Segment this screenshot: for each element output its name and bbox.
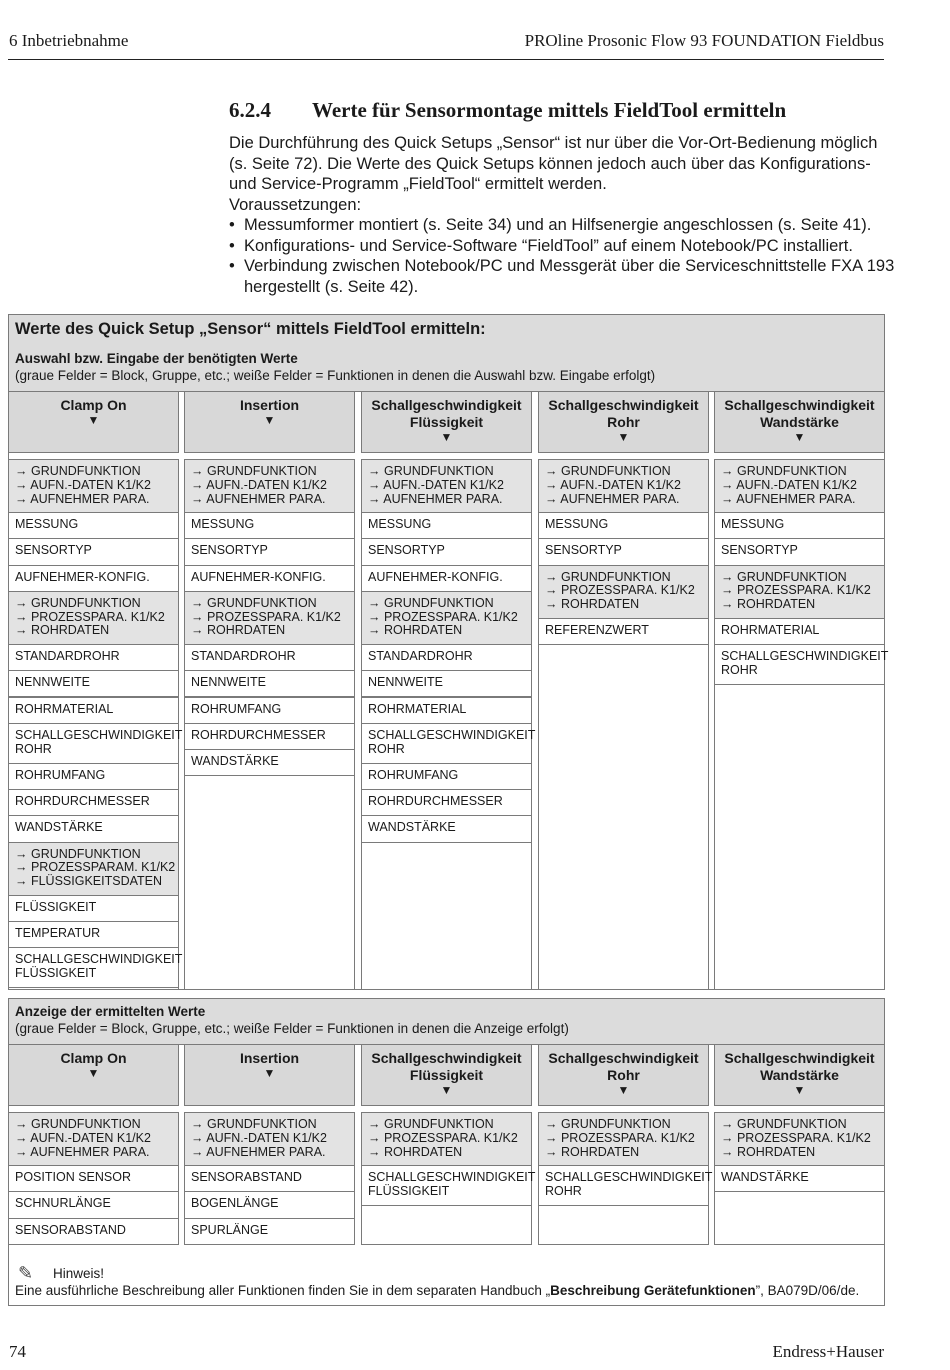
display-group-cell: → GRUNDFUNKTION → AUFN.-DATEN K1/K2 → AUFNEHMER PARA. [8,1112,179,1166]
display-function-cell: BOGENLÄNGE [184,1191,355,1218]
prerequisite-item: • Konfigurations- und Service-Software “FieldTool” auf einem Notebook/PC installiert. [229,236,899,257]
display-heading: Anzeige der ermittelten Werte [15,1004,206,1019]
input-function-cell: MESSUNG [8,512,179,539]
pencil-note-icon: ✎ [18,1263,34,1283]
prerequisite-item: • Verbindung zwischen Notebook/PC und Messgerät über die Serviceschnittstelle FXA 193 hergestellt (s. Seite 42). [229,256,899,297]
input-function-cell: WANDSTÄRKE [361,815,532,842]
display-note: (graue Felder = Block, Gruppe, etc.; weiße Felder = Funktionen in denen die Anzeige erfolgt) [15,1021,569,1036]
display-column-header [538,1044,709,1106]
arrow-down-icon: ▼ [263,1066,276,1080]
input-function-cell: SCHALLGESCHWINDIGKEIT ROHR [714,644,885,685]
display-column-label: Clamp On [60,1050,127,1066]
display-function-cell: SCHALLGESCHWINDIGKEIT ROHR [538,1165,709,1206]
chapter-header: 6 Inbetriebnahme [9,31,129,50]
arrow-down-icon: ▼ [87,413,100,427]
display-group-cell: → GRUNDFUNKTION → PROZESSPARA. K1/K2 → ROHRDATEN [714,1112,885,1166]
input-function-cell: SCHALLGESCHWINDIGKEIT ROHR [361,723,532,764]
input-function-cell: NENNWEITE [8,670,179,697]
input-column-header [184,391,355,453]
input-group-cell: → GRUNDFUNKTION → AUFN.-DATEN K1/K2 → AUFNEHMER PARA. [8,459,179,513]
prerequisites-list [229,215,899,297]
note-text [15,1283,859,1298]
input-function-cell: ROHRUMFANG [184,697,355,724]
input-function-cell: SENSORTYP [184,538,355,565]
intro-paragraph: Die Durchführung des Quick Setups „Sensor“ ist nur über die Vor-Ort-Bedienung möglich (s. Seite 72). Die Werte des Quick Setups können jedoch auch über das Konfigurations- und Service-Programm „FieldTool“ ermittelt werden. [229,134,878,193]
input-group-cell: → GRUNDFUNKTION → PROZESSPARAM. K1/K2 → FLÜSSIGKEITSDATEN [8,842,179,896]
display-column-header [361,1044,532,1106]
input-function-cell: ROHRDURCHMESSER [8,789,179,816]
display-function-cell: SCHALLGESCHWINDIGKEIT FLÜSSIGKEIT [361,1165,532,1206]
input-function-cell: STANDARDROHR [361,644,532,671]
page-number: 74 [9,1342,26,1361]
display-group-cell: → GRUNDFUNKTION → PROZESSPARA. K1/K2 → ROHRDATEN [538,1112,709,1166]
input-column-label: Schallgeschwindigkeit Flüssigkeit [371,397,522,430]
section-number: 6.2.4 [229,98,271,122]
arrow-down-icon: ▼ [617,430,630,444]
display-function-cell: SPURLÄNGE [184,1218,355,1245]
arrow-down-icon: ▼ [440,430,453,444]
input-function-cell: FLÜSSIGKEIT [8,895,179,922]
arrow-down-icon: ▼ [87,1066,100,1080]
brand-name: Endress+Hauser [772,1342,884,1361]
input-function-cell: SENSORTYP [538,538,709,565]
input-column-label: Schallgeschwindigkeit Wandstärke [724,397,875,430]
input-function-cell: MESSUNG [714,512,885,539]
input-function-cell: NENNWEITE [361,670,532,697]
input-group-cell: → GRUNDFUNKTION → PROZESSPARA. K1/K2 → ROHRDATEN [538,565,709,619]
note-text-after: ”, BA079D/06/de. [755,1283,860,1298]
display-function-cell: WANDSTÄRKE [714,1165,885,1192]
input-function-cell: MESSUNG [184,512,355,539]
input-column-header [714,391,885,453]
display-column-label: Schallgeschwindigkeit Wandstärke [724,1050,875,1083]
input-function-cell: REFERENZWERT [538,618,709,645]
input-function-cell: SENSORTYP [8,538,179,565]
note-text-before: Eine ausführliche Beschreibung aller Funktionen finden Sie in dem separaten Handbuch „ [15,1283,551,1298]
input-group-cell: → GRUNDFUNKTION → PROZESSPARA. K1/K2 → ROHRDATEN [8,591,179,645]
input-column-label: Insertion [239,397,300,413]
input-function-cell: WANDSTÄRKE [184,749,355,776]
input-group-cell: → GRUNDFUNKTION → PROZESSPARA. K1/K2 → ROHRDATEN [184,591,355,645]
display-function-cell: POSITION SENSOR [8,1165,179,1192]
input-function-cell: ROHRMATERIAL [8,697,179,724]
section-title: Werte für Sensormontage mittels FieldTool ermitteln [312,98,787,122]
input-column-label: Clamp On [60,397,127,413]
input-function-cell: SENSORTYP [714,538,885,565]
product-header: PROline Prosonic Flow 93 FOUNDATION Fieldbus [524,31,884,50]
input-column-header [361,391,532,453]
input-column-header [8,391,179,453]
prerequisite-item: • Messumformer montiert (s. Seite 34) und an Hilfsenergie angeschlossen (s. Seite 41). [229,215,899,236]
display-column-label: Insertion [239,1050,300,1066]
input-function-cell: NENNWEITE [184,670,355,697]
input-function-cell: STANDARDROHR [184,644,355,671]
input-function-cell: WANDSTÄRKE [8,815,179,842]
input-group-cell: → GRUNDFUNKTION → AUFN.-DATEN K1/K2 → AUFNEHMER PARA. [361,459,532,513]
note-manual-title: Beschreibung Gerätefunktionen [550,1283,756,1298]
arrow-down-icon: ▼ [793,430,806,444]
header-rule [8,59,884,60]
arrow-down-icon: ▼ [263,413,276,427]
input-column-label: Schallgeschwindigkeit Rohr [548,397,699,430]
input-function-cell: ROHRMATERIAL [361,697,532,724]
input-function-cell: MESSUNG [361,512,532,539]
display-function-cell: SCHNURLÄNGE [8,1191,179,1218]
input-group-cell: → GRUNDFUNKTION → PROZESSPARA. K1/K2 → ROHRDATEN [714,565,885,619]
display-column-label: Schallgeschwindigkeit Flüssigkeit [371,1050,522,1083]
input-function-cell: SENSORTYP [361,538,532,565]
prerequisites-label: Voraussetzungen: [229,195,362,214]
display-column-header [8,1044,179,1106]
input-heading: Auswahl bzw. Eingabe der benötigten Werte [15,351,298,366]
input-function-cell: ROHRUMFANG [361,763,532,790]
input-function-cell: SCHALLGESCHWINDIGKEIT FLÜSSIGKEIT [8,947,179,988]
display-group-cell: → GRUNDFUNKTION → AUFN.-DATEN K1/K2 → AUFNEHMER PARA. [184,1112,355,1166]
input-note: (graue Felder = Block, Gruppe, etc.; weiße Felder = Funktionen in denen die Auswahl bzw. Eingabe erfolgt) [15,368,656,383]
input-group-cell: → GRUNDFUNKTION → AUFN.-DATEN K1/K2 → AUFNEHMER PARA. [184,459,355,513]
arrow-down-icon: ▼ [617,1083,630,1097]
display-function-cell: SENSORABSTAND [8,1218,179,1245]
input-function-cell: AUFNEHMER-KONFIG. [361,565,532,592]
input-function-cell: ROHRDURCHMESSER [361,789,532,816]
input-group-cell: → GRUNDFUNKTION → AUFN.-DATEN K1/K2 → AUFNEHMER PARA. [714,459,885,513]
input-function-cell: ROHRUMFANG [8,763,179,790]
display-column-header [184,1044,355,1106]
display-column-label: Schallgeschwindigkeit Rohr [548,1050,699,1083]
input-group-cell: → GRUNDFUNKTION → AUFN.-DATEN K1/K2 → AUFNEHMER PARA. [538,459,709,513]
input-function-cell: MESSUNG [538,512,709,539]
input-function-cell: AUFNEHMER-KONFIG. [8,565,179,592]
box-title: Werte des Quick Setup „Sensor“ mittels FieldTool ermitteln: [15,320,486,338]
input-function-cell: ROHRDURCHMESSER [184,723,355,750]
display-function-cell: SENSORABSTAND [184,1165,355,1192]
input-function-cell: SCHALLGESCHWINDIGKEIT ROHR [8,723,179,764]
input-function-cell: TEMPERATUR [8,921,179,948]
input-function-cell: STANDARDROHR [8,644,179,671]
input-function-cell: AUFNEHMER-KONFIG. [184,565,355,592]
input-column-header [538,391,709,453]
display-group-cell: → GRUNDFUNKTION → PROZESSPARA. K1/K2 → ROHRDATEN [361,1112,532,1166]
arrow-down-icon: ▼ [440,1083,453,1097]
note-label: Hinweis! [53,1266,105,1281]
input-group-cell: → GRUNDFUNKTION → PROZESSPARA. K1/K2 → ROHRDATEN [361,591,532,645]
display-column-header [714,1044,885,1106]
intro-text [229,133,899,297]
arrow-down-icon: ▼ [793,1083,806,1097]
input-function-cell: ROHRMATERIAL [714,618,885,645]
